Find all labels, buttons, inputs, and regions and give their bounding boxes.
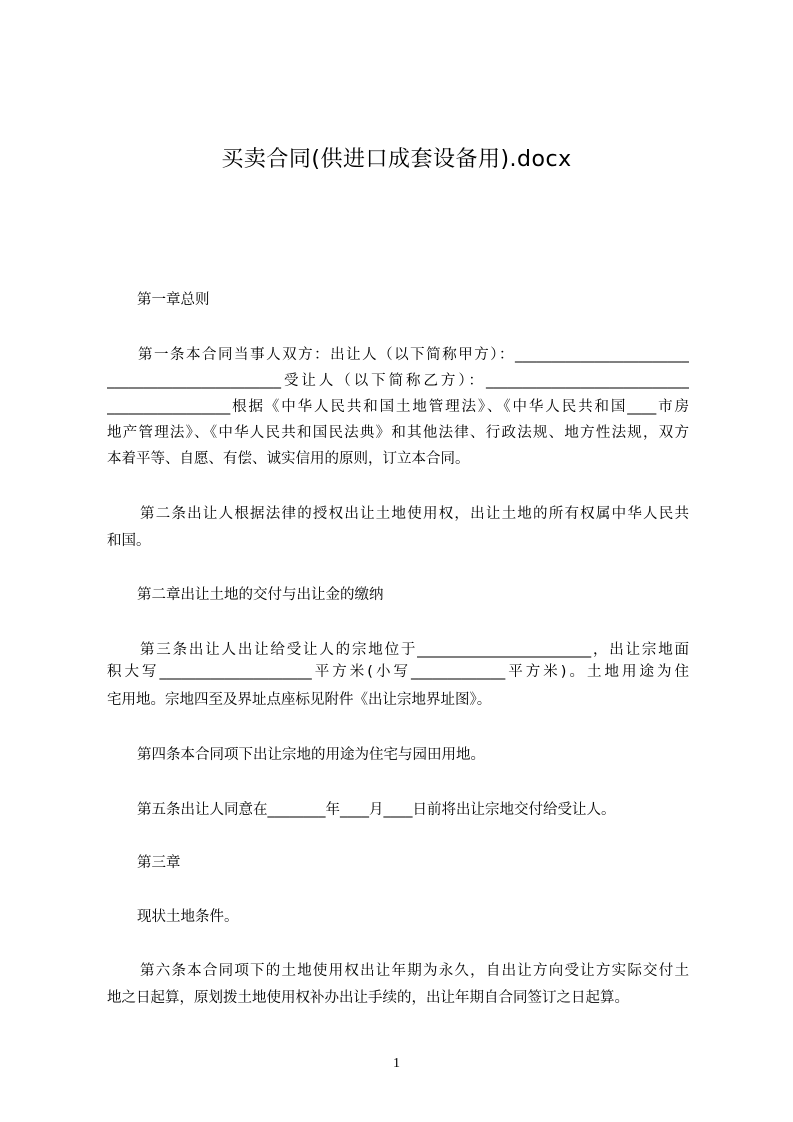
paragraph-line: 地产管理法》、《中华人民共和国民法典》和其他法律、行政法规、地方性法规，双方 xyxy=(107,425,689,441)
paragraph-line: 第三条出让人出让给受让人的宗地位于________________________，出让宗地面 xyxy=(140,642,689,658)
paragraph-line: ________________________受让人（以下简称乙方）：____________________________ xyxy=(107,373,689,389)
paragraph-line: 第六条本合同项下的土地使用权出让年期为永久，自出让方向受让方实际交付土 xyxy=(140,963,689,979)
document-title: 买卖合同(供进口成套设备用).docx xyxy=(221,147,572,172)
paragraph-line: 地之日起算，原划拨土地使用权补办出让手续的，出让年期自合同签订之日起算。 xyxy=(107,990,629,1006)
paragraph-line: 宅用地。宗地四至及界址点座标见附件《出让宗地界址图》。 xyxy=(107,692,492,708)
paragraph-line: 和国。 xyxy=(107,533,151,549)
paragraph-line: 本着平等、自愿、有偿、诚实信用的原则，订立本合同。 xyxy=(107,451,470,467)
paragraph-line: 积大写_____________________平方米(小写_____________平方米)。土地用途为住 xyxy=(107,664,689,680)
paragraph-line: 第二条出让人根据法律的授权出让土地使用权，出让土地的所有权属中华人民共 xyxy=(140,506,689,522)
paragraph-line: 第四条本合同项下出让宗地的用途为住宅与园田用地。 xyxy=(137,747,485,763)
paragraph-line: 现状土地条件。 xyxy=(137,909,239,925)
paragraph-line: 第五条出让人同意在________年____月____日前将出让宗地交付给受让人。 xyxy=(137,802,616,818)
page-number: 1 xyxy=(393,1056,400,1071)
chapter-heading: 第三章 xyxy=(137,855,181,871)
paragraph-line: 第一条本合同当事人双方：出让人（以下简称甲方）：________________________ xyxy=(138,347,689,363)
chapter-heading: 第一章总则 xyxy=(137,292,210,308)
paragraph-line: _________________根据《中华人民共和国土地管理法》、《中华人民共和国____市房 xyxy=(107,399,689,415)
chapter-heading: 第二章出让土地的交付与出让金的缴纳 xyxy=(137,587,384,603)
